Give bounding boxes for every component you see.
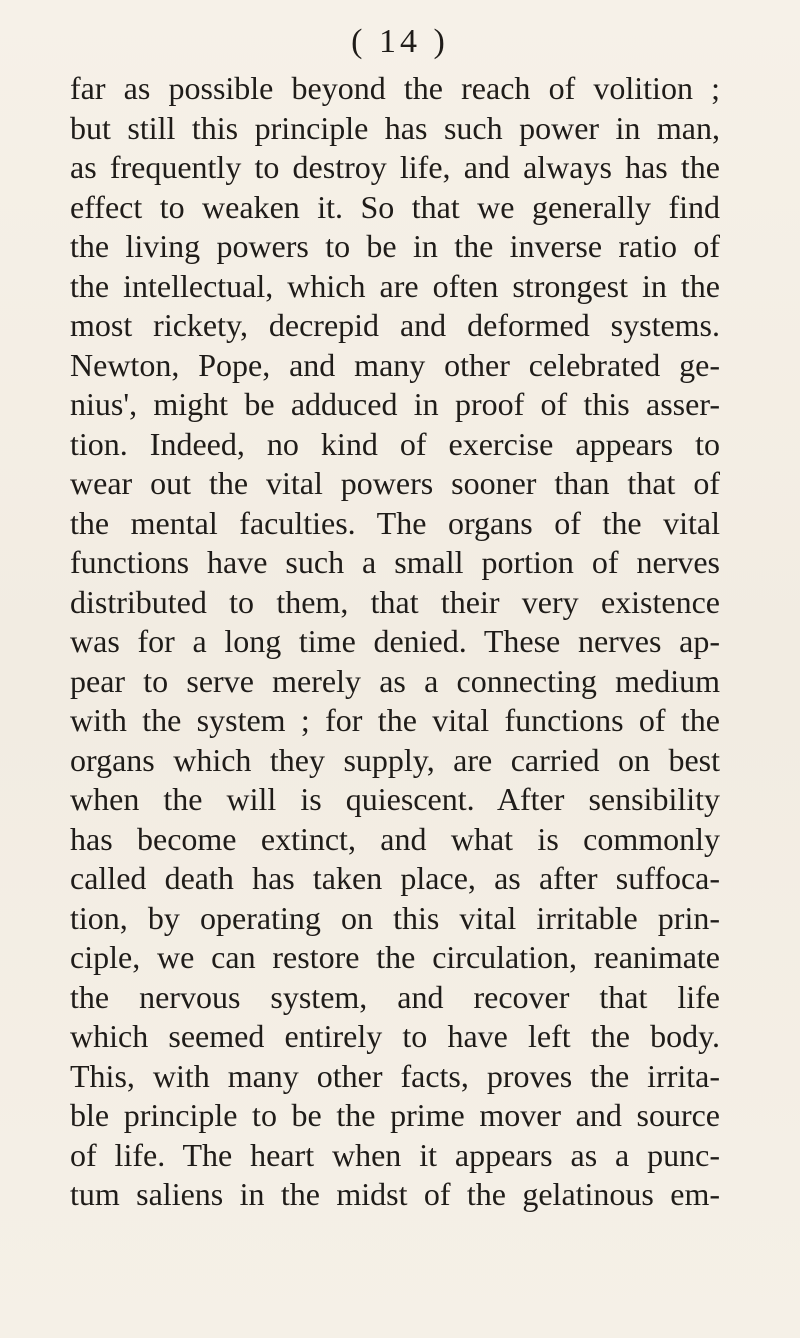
- text-line: functions have such a small portion of nerves: [70, 544, 720, 580]
- text-line: most rickety, decrepid and deformed systems.: [70, 307, 720, 343]
- text-line: the living powers to be in the inverse ratio of: [70, 228, 720, 264]
- text-line: This, with many other facts, proves the irrita-: [70, 1057, 720, 1094]
- text-line: Newton, Pope, and many other celebrated ge-: [70, 346, 720, 383]
- text-line: ciple, we can restore the circulation, reanimate: [70, 939, 720, 975]
- text-line: tion, by operating on this vital irritable prin-: [70, 899, 720, 936]
- text-line: the mental faculties. The organs of the vital: [70, 504, 720, 541]
- page-number: ( 14 ): [351, 23, 449, 60]
- text-line: ble principle to be the prime mover and source: [70, 1097, 720, 1133]
- text-line: wear out the vital powers sooner than that of: [70, 465, 720, 501]
- text-line: has become extinct, and what is commonly: [70, 820, 720, 857]
- text-line: pear to serve merely as a connecting medium: [70, 662, 720, 699]
- text-line: distributed to them, that their very existence: [70, 583, 720, 620]
- text-line: called death has taken place, as after suffoca-: [70, 860, 720, 896]
- text-line: which seemed entirely to have left the body.: [70, 1018, 720, 1054]
- text-line: the intellectual, which are often strongest in the: [70, 267, 720, 304]
- body-text: [70, 69, 720, 1215]
- text-line: tion. Indeed, no kind of exercise appears to: [70, 425, 720, 462]
- text-line: was for a long time denied. These nerves ap-: [70, 623, 720, 659]
- text-line: with the system ; for the vital functions of the: [70, 702, 720, 738]
- text-line: as frequently to destroy life, and always has the: [70, 149, 720, 185]
- text-line: the nervous system, and recover that life: [70, 978, 720, 1015]
- text-line: of life. The heart when it appears as a punc-: [70, 1136, 720, 1173]
- text-line: tum saliens in the midst of the gelatinous em-: [70, 1176, 720, 1212]
- text-line: when the will is quiescent. After sensibility: [70, 781, 720, 817]
- text-line: nius', might be adduced in proof of this asser-: [70, 386, 720, 422]
- text-line: organs which they supply, are carried on best: [70, 741, 720, 778]
- text-line: but still this principle has such power in man,: [70, 109, 720, 146]
- text-line: effect to weaken it. So that we generally find: [70, 188, 720, 225]
- text-line: far as possible beyond the reach of volition ;: [70, 70, 720, 106]
